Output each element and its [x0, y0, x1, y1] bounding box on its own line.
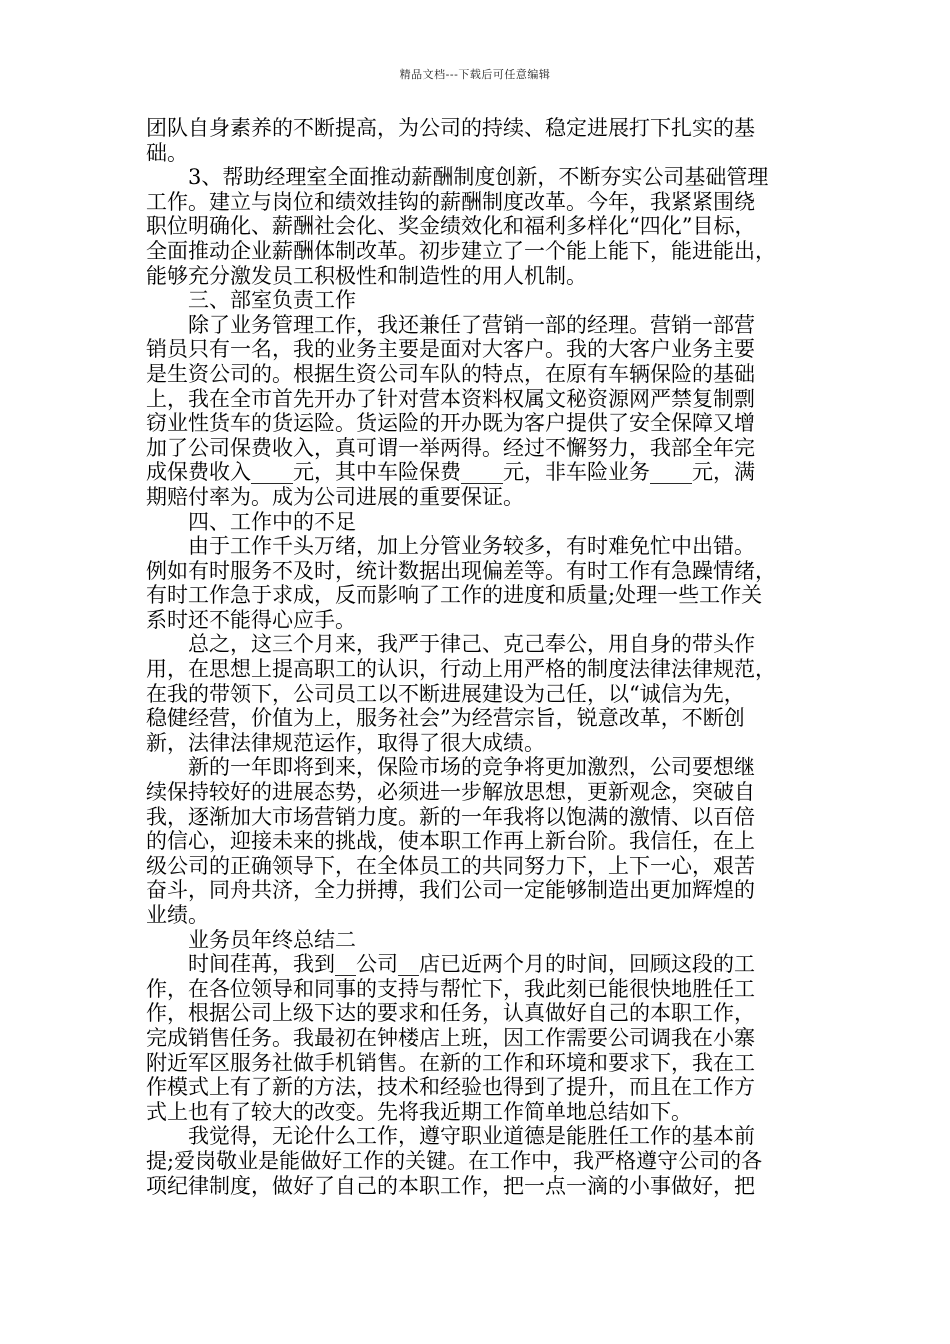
text-line: 总之，这三个月来，我严于律己、克己奉公，用自身的带头作	[146, 632, 755, 657]
text-line: 成保费收入____元，其中车险保费____元，非车险业务____元，满	[146, 460, 755, 485]
text-line: 全面推动企业薪酬体制改革。初步建立了一个能上能下，能进能出，	[146, 238, 776, 263]
document-body	[146, 116, 816, 1198]
section-heading: 四、工作中的不足	[146, 509, 356, 534]
text-line: 作，根据公司上级下达的要求和任务，认真做好自己的本职工作，	[146, 1001, 755, 1026]
text-line: 项纪律制度，做好了自己的本职工作，把一点一滴的小事做好，把	[146, 1173, 755, 1198]
text-line: 的信心，迎接未来的挑战，使本职工作再上新台阶。我信任，在上	[146, 829, 755, 854]
text-line: 例如有时服务不及时，统计数据出现偏差等。有时工作有急躁情绪，	[146, 558, 776, 583]
text-line: 窃业性货车的货运险。货运险的开办既为客户提供了安全保障又增	[146, 411, 755, 436]
text-line: 新，法律法律规范运作，取得了很大成绩。	[146, 730, 545, 755]
text-line: 时间荏苒，我到__公司__店已近两个月的时间，回顾这段的工	[146, 952, 755, 977]
text-line: 能够充分激发员工积极性和制造性的用人机制。	[146, 263, 587, 288]
text-line: 系时还不能得心应手。	[146, 607, 356, 632]
text-line: 提;爱岗敬业是能做好工作的关键。在工作中，我严格遵守公司的各	[146, 1148, 763, 1173]
text-line: 期赔付率为。成为公司进展的重要保证。	[146, 484, 524, 509]
text-line: 完成销售任务。我最初在钟楼店上班，因工作需要公司调我在小寨	[146, 1025, 755, 1050]
text-line: 作模式上有了新的方法，技术和经验也得到了提升，而且在工作方	[146, 1075, 755, 1100]
text-line: 业绩。	[146, 903, 209, 927]
page-header: 精品文档---下载后可任意编辑	[399, 68, 551, 81]
text-line: 职位明确化、薪酬社会化、奖金绩效化和福利多样化“四化”目标，	[146, 214, 756, 239]
text-line: 在我的带领下，公司员工以不断进展建设为己任，以“诚信为先，	[146, 681, 745, 706]
text-line: 除了业务管理工作，我还兼任了营销一部的经理。营销一部营	[146, 312, 755, 337]
text-line: 础。	[146, 140, 188, 165]
text-line: 销员只有一名，我的业务主要是面对大客户。我的大客户业务主要	[146, 337, 755, 362]
text-line: 我觉得，无论什么工作，遵守职业道德是能胜任工作的基本前	[146, 1124, 755, 1149]
text-line: 附近军区服务社做手机销售。在新的工作和环境和要求下，我在工	[146, 1050, 755, 1075]
text-line: 我，逐渐加大市场营销力度。新的一年我将以饱满的激情、以百倍	[146, 804, 755, 829]
text-line: 作，在各位领导和同事的支持与帮忙下，我此刻已能很快地胜任工	[146, 976, 755, 1001]
text-line: 奋斗，同舟共济，全力拼搏，我们公司一定能够制造出更加辉煌的	[146, 878, 755, 903]
text-line: 有时工作急于求成，反而影响了工作的进度和质量;处理一些工作关	[146, 583, 763, 608]
text-line: 式上也有了较大的改变。先将我近期工作简单地总结如下。	[146, 1099, 692, 1124]
text-line: 3、帮助经理室全面推动薪酬制度创新，不断夯实公司基础管理	[146, 165, 769, 190]
text-line: 团队自身素养的不断提高，为公司的持续、稳定进展打下扎实的基	[146, 116, 755, 140]
text-line: 续保持较好的进展态势，必须进一步解放思想，更新观念，突破自	[146, 780, 755, 805]
text-line: 由于工作千头万绪，加上分管业务较多，有时难免忙中出错。	[146, 534, 755, 559]
section-heading: 三、部室负责工作	[146, 288, 356, 313]
text-line: 上，我在全市首先开办了针对营本资料权属文秘资源网严禁复制剽	[146, 386, 755, 411]
text-line: 工作。建立与岗位和绩效挂钩的薪酬制度改革。今年，我紧紧围绕	[146, 189, 755, 214]
text-line: 级公司的正确领导下，在全体员工的共同努力下，上下一心，艰苦	[146, 853, 755, 878]
text-line: 用，在思想上提高职工的认识，行动上用严格的制度法律法律规范，	[146, 657, 776, 682]
text-line: 新的一年即将到来，保险市场的竞争将更加激烈，公司要想继	[146, 755, 755, 780]
text-line: 是生资公司的。根据生资公司车队的特点，在原有车辆保险的基础	[146, 361, 755, 386]
text-line: 加了公司保费收入，真可谓一举两得。经过不懈努力，我部全年完	[146, 435, 755, 460]
text-line: 稳健经营，价值为上，服务社会”为经营宗旨，锐意改革，不断创	[146, 706, 745, 731]
section-heading: 业务员年终总结二	[146, 927, 356, 952]
